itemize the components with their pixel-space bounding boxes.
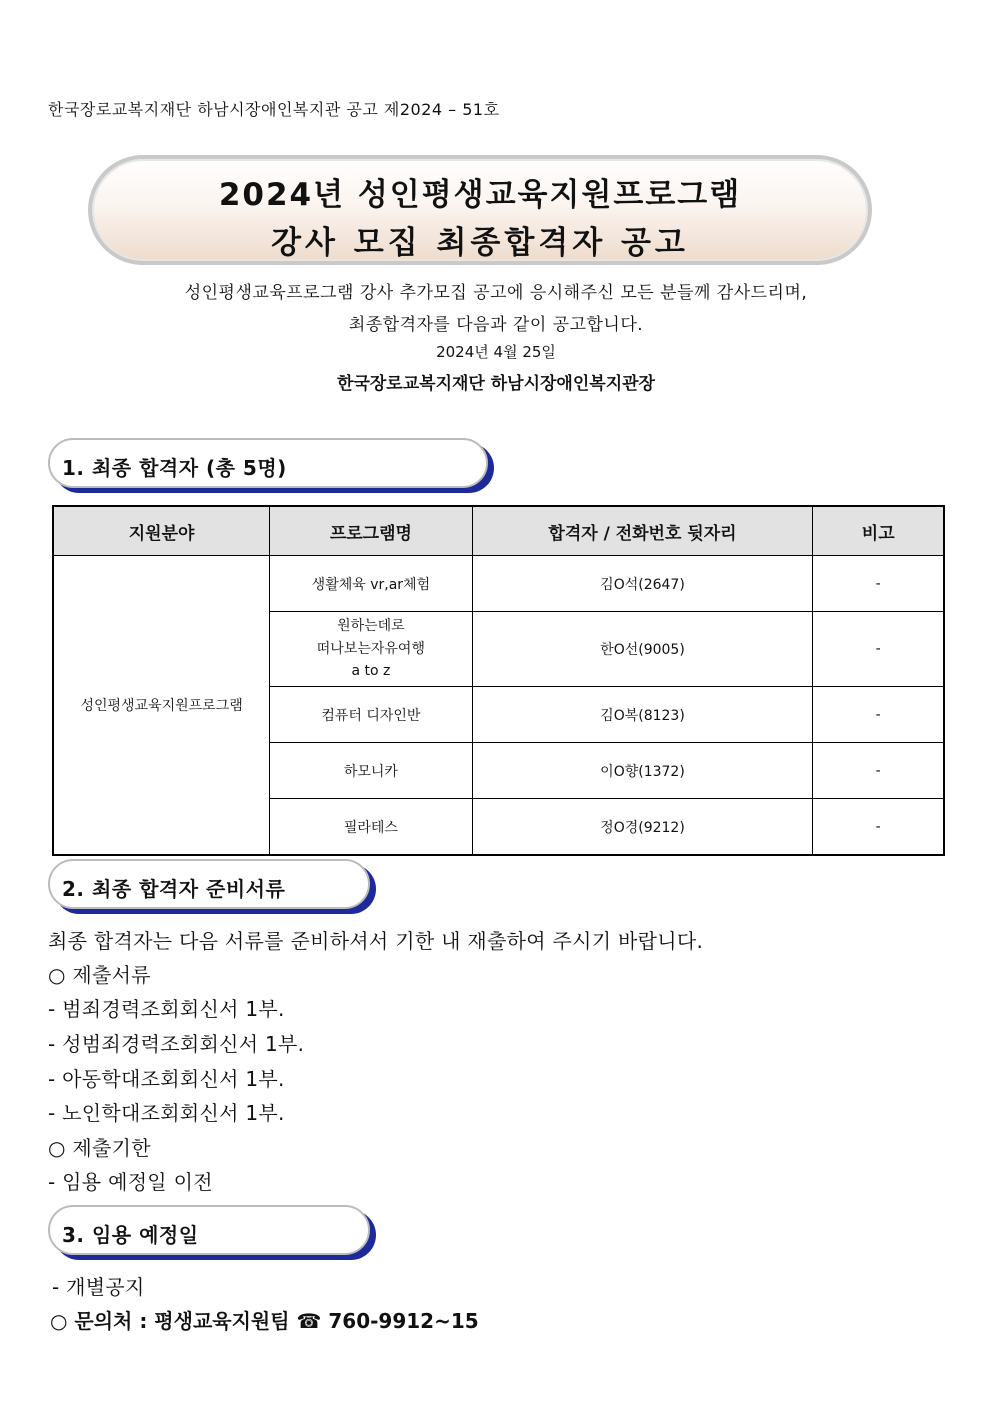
note-cell: - [813, 799, 944, 856]
program-cell [270, 612, 472, 687]
document-item: - 성범죄경력조회회신서 1부. [48, 1032, 305, 1056]
program-line: a to z [351, 663, 391, 680]
appointment-item: - 개별공지 [52, 1275, 145, 1299]
deadline-item: - 임용 예정일 이전 [48, 1170, 213, 1194]
section-2-heading [48, 859, 370, 909]
documents-intro: 최종 합격자는 다음 서류를 준비하셔서 기한 내 재출하여 주시기 바랍니다. [48, 929, 704, 953]
column-header-name: 합격자 / 전화번호 뒷자리 [472, 506, 813, 556]
signer: 한국장로교복지재단 하남시장애인복지관장 [337, 374, 655, 394]
table-header-row [53, 506, 944, 556]
column-header-field: 지원분야 [53, 506, 270, 556]
field-cell: 성인평생교육지원프로그램 [53, 556, 270, 856]
intro-line-2: 최종합격자를 다음과 같이 공고합니다. [348, 315, 644, 335]
results-table [52, 505, 945, 856]
document-item: - 범죄경력조회회신서 1부. [48, 997, 285, 1021]
column-header-program: 프로그램명 [270, 506, 472, 556]
contact-info: ○ 문의처 : 평생교육지원팀 ☎ 760-9912~15 [50, 1309, 479, 1333]
program-cell: 생활체육 vr,ar체험 [270, 556, 472, 612]
section-3-heading-text: 3. 임용 예정일 [62, 1223, 199, 1247]
section-1-heading-text: 1. 최종 합격자 (총 5명) [62, 456, 287, 480]
column-header-note: 비고 [813, 506, 944, 556]
document-item: - 아동학대조회회신서 1부. [48, 1067, 285, 1091]
deadline-label: ○ 제출기한 [48, 1136, 151, 1160]
document-item: - 노인학대조회회신서 1부. [48, 1101, 285, 1125]
name-cell: 김O석(2647) [472, 556, 813, 612]
name-cell: 정O경(9212) [472, 799, 813, 856]
note-cell: - [813, 743, 944, 799]
program-cell: 필라테스 [270, 799, 472, 856]
note-cell: - [813, 556, 944, 612]
title-line-1: 2024년 성인평생교육지원프로그램 [218, 177, 742, 213]
table-row [53, 556, 944, 612]
title-line-2: 강사 모집 최종합격자 공고 [271, 225, 689, 261]
notice-date: 2024년 4월 25일 [436, 343, 556, 361]
name-cell: 이O향(1372) [472, 743, 813, 799]
section-3-heading [48, 1205, 370, 1255]
note-cell: - [813, 687, 944, 743]
intro-line-1: 성인평생교육프로그램 강사 추가모집 공고에 응시해주신 모든 분들께 감사드리며, [184, 283, 808, 303]
program-line: 원하는데로 [337, 618, 405, 635]
name-cell: 한O선(9005) [472, 612, 813, 687]
name-cell: 김O복(8123) [472, 687, 813, 743]
title-banner [88, 155, 872, 265]
note-cell: - [813, 612, 944, 687]
program-line: 떠나보는자유여행 [316, 640, 425, 657]
notice-number: 한국장로교복지재단 하남시장애인복지관 공고 제2024 – 51호 [48, 100, 500, 119]
section-2-heading-text: 2. 최종 합격자 준비서류 [62, 877, 286, 901]
program-cell: 하모니카 [270, 743, 472, 799]
documents-label: ○ 제출서류 [48, 963, 151, 987]
program-cell: 컴퓨터 디자인반 [270, 687, 472, 743]
section-1-heading [48, 438, 488, 488]
